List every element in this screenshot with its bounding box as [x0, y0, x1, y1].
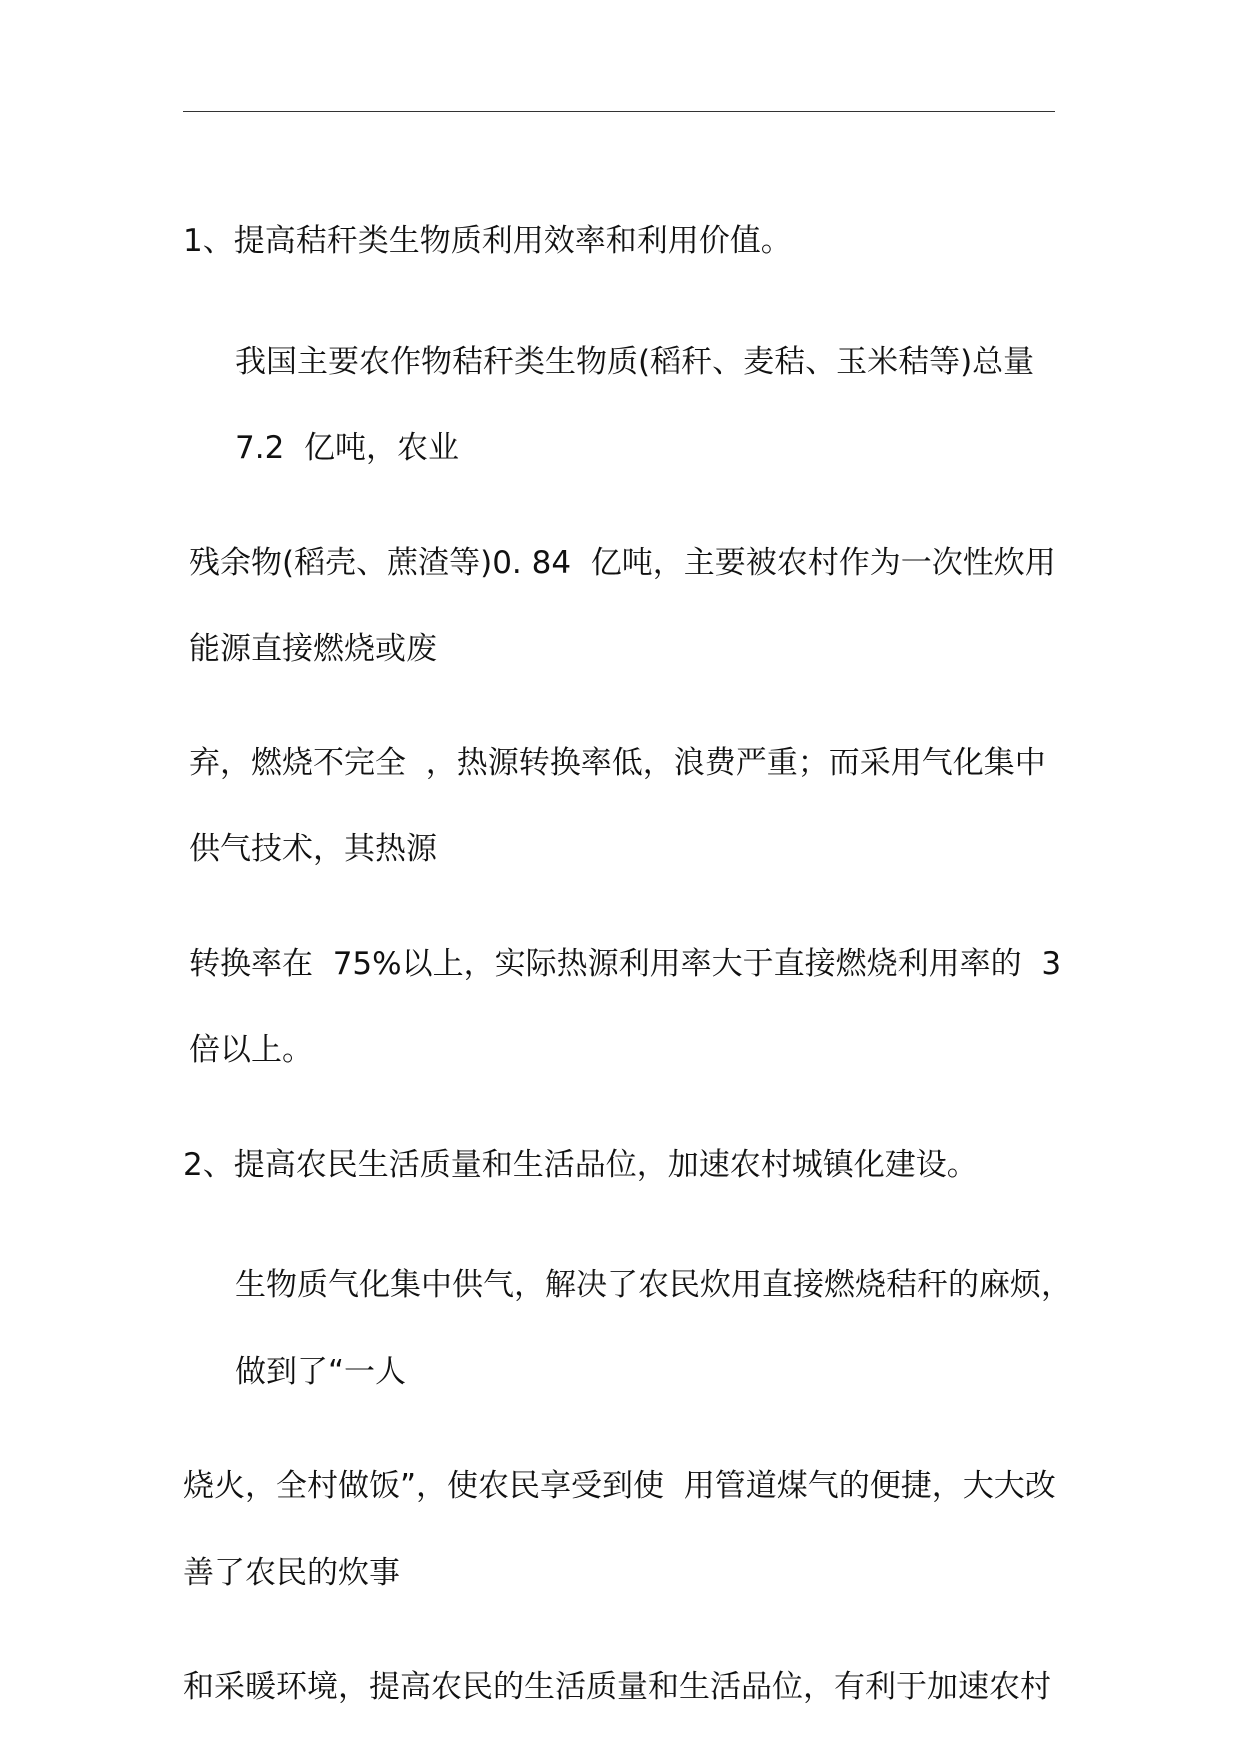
paragraph-line: 做到了“一人 [235, 1354, 407, 1390]
header-divider [183, 111, 1055, 112]
paragraph-line: 善了农民的炊事 [183, 1555, 400, 1591]
paragraph-line: 弃，燃烧不完全 ，热源转换率低，浪费严重；而采用气化集中 [189, 745, 1046, 781]
section-heading-2: 2、提高农民生活质量和生活品位，加速农村城镇化建设。 [183, 1147, 978, 1183]
section-heading-1: 1、提高秸秆类生物质利用效率和利用价值。 [183, 223, 792, 259]
paragraph-line: 转换率在 75%以上，实际热源利用率大于直接燃烧利用率的 3 [189, 946, 1062, 982]
paragraph-line: 供气技术，其热源 [189, 831, 437, 867]
paragraph-line: 和采暖环境，提高农民的生活质量和生活品位，有利于加速农村 [183, 1669, 1051, 1705]
paragraph-line: 我国主要农作物秸秆类生物质(稻秆、麦秸、玉米秸等)总量 [235, 344, 1035, 380]
paragraph-line: 倍以上。 [189, 1032, 313, 1068]
paragraph-line: 能源直接燃烧或废 [189, 631, 437, 667]
paragraph-line: 残余物(稻壳、蔗渣等)0. 84 亿吨，主要被农村作为一次性炊用 [189, 545, 1056, 581]
paragraph-line: 烧火，全村做饭”，使农民享受到使 用管道煤气的便捷，大大改 [183, 1468, 1056, 1504]
paragraph-line: 生物质气化集中供气，解决了农民炊用直接燃烧秸秆的麻烦， [235, 1267, 1072, 1303]
paragraph-line: 7.2 亿吨，农业 [235, 430, 460, 466]
